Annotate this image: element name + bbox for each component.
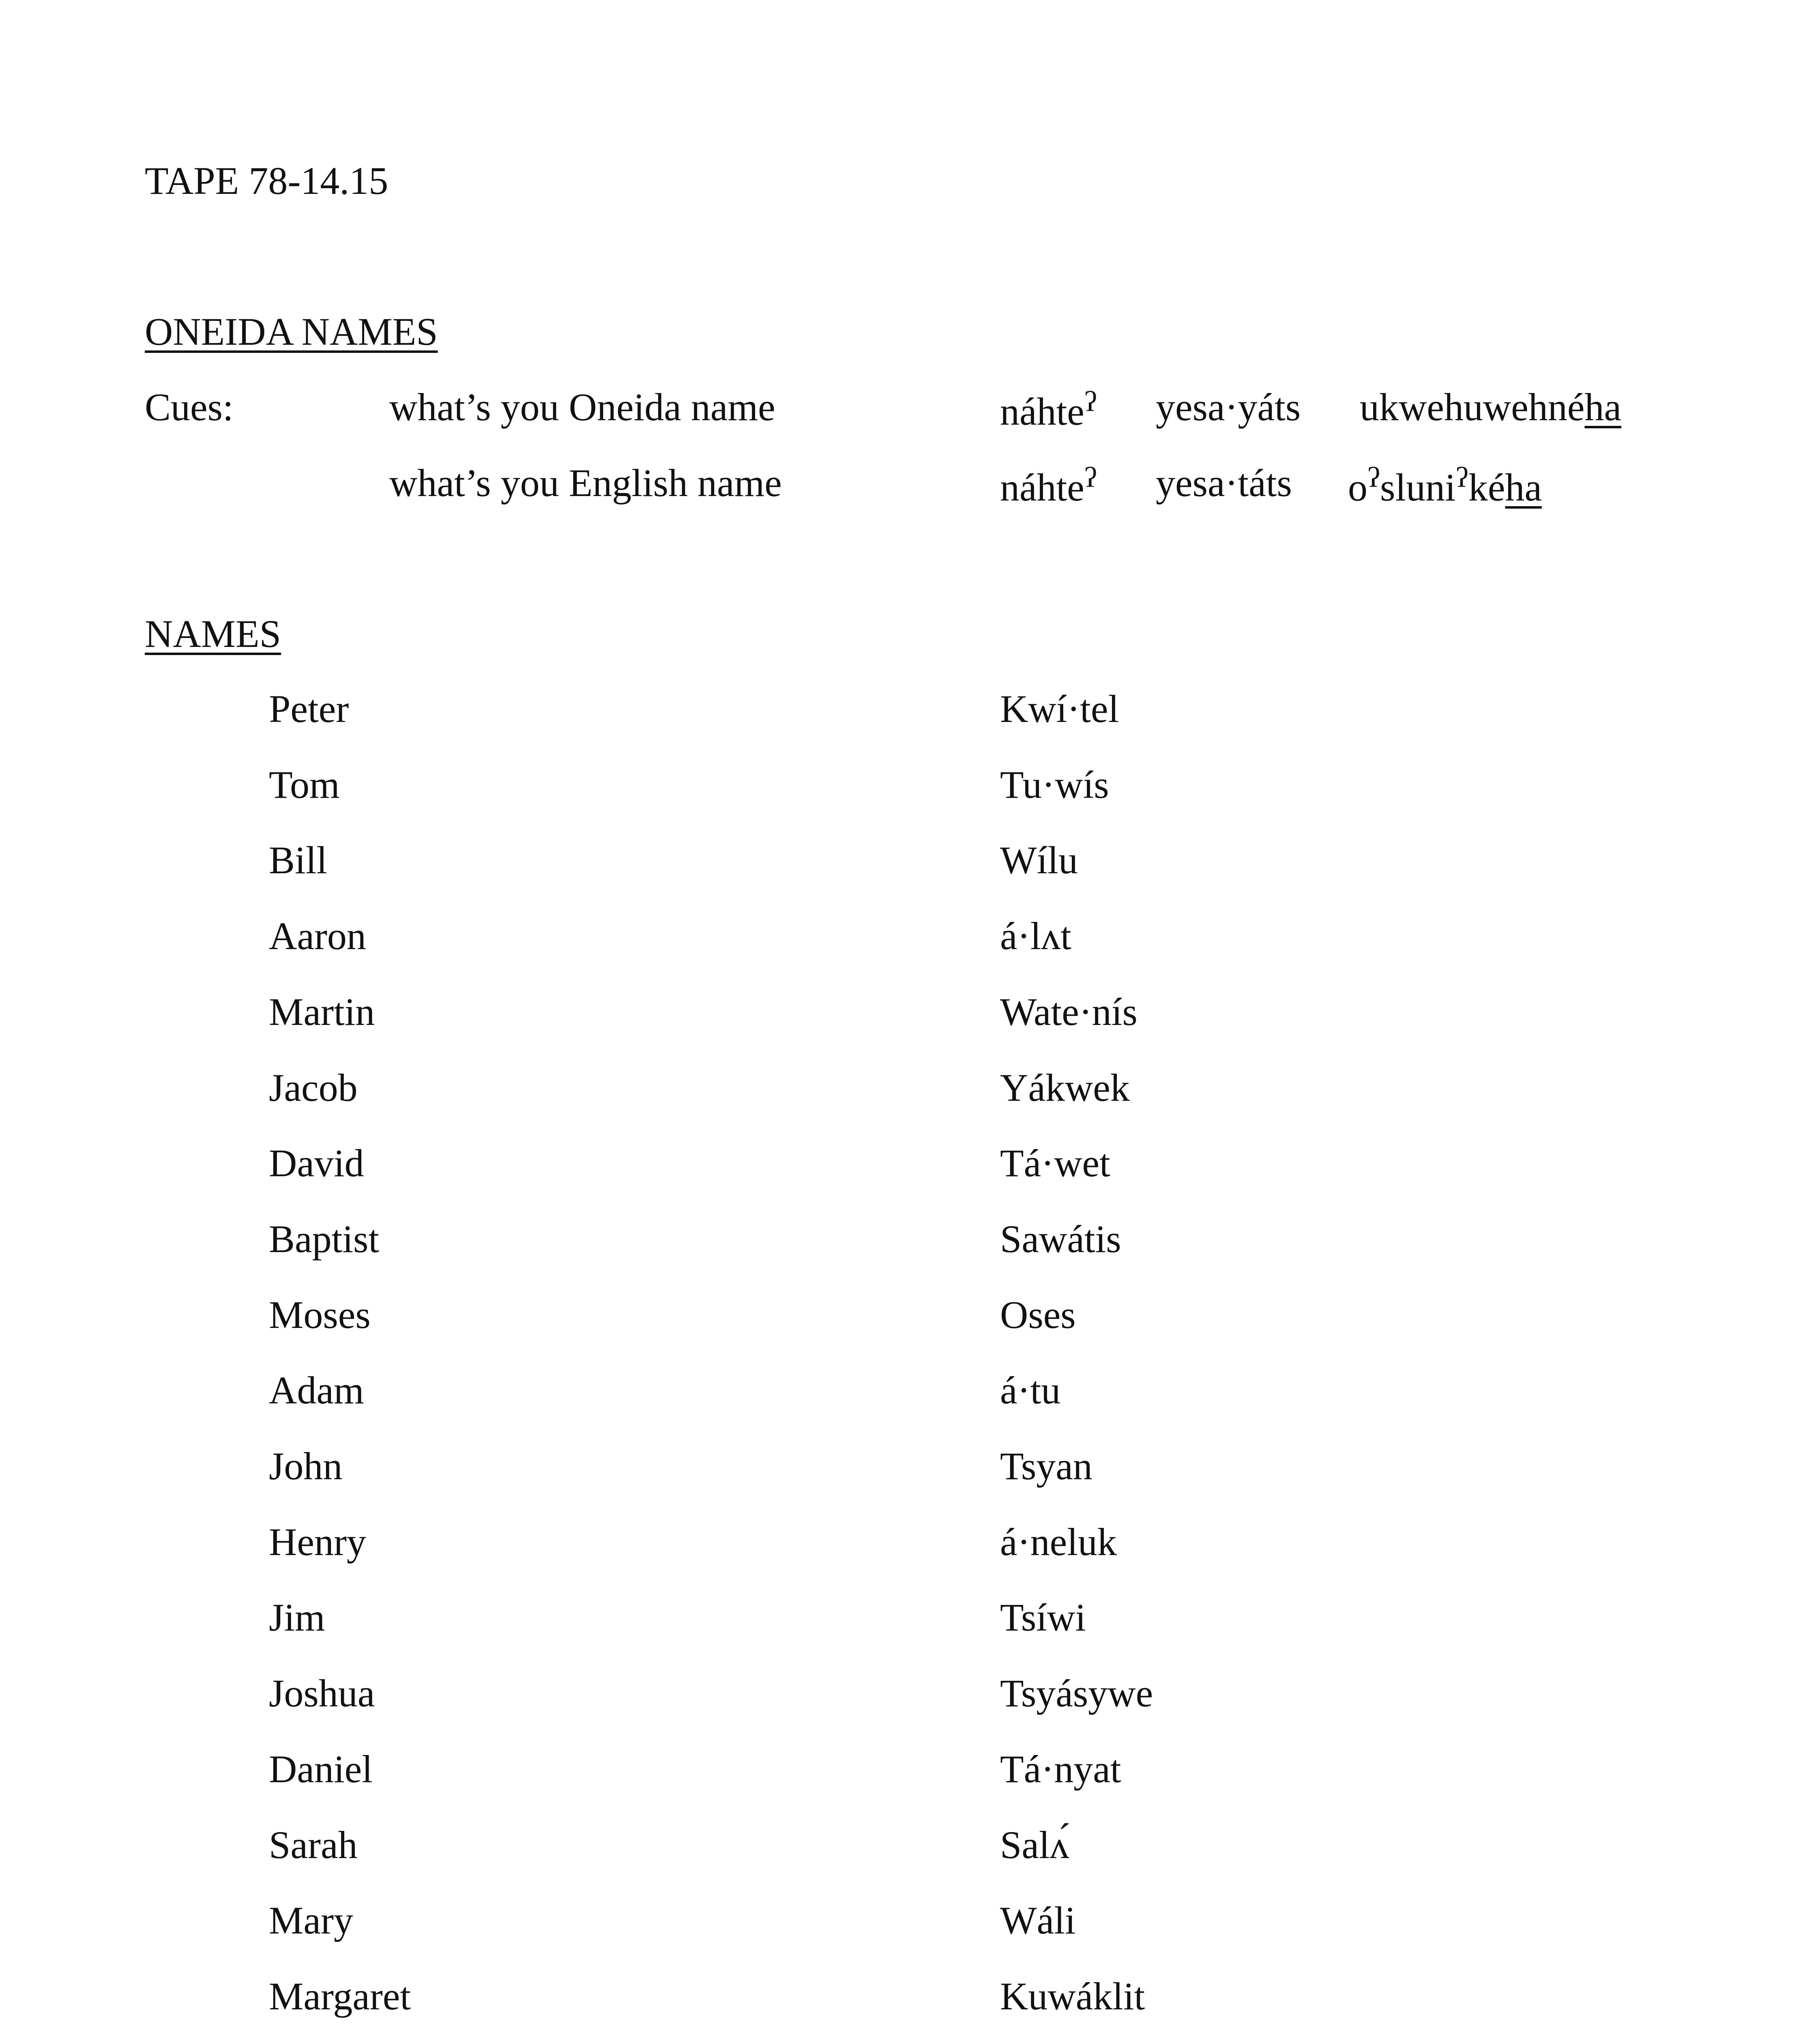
name-oneida: á·tu [1000, 1368, 1061, 1412]
name-english: John [269, 1444, 343, 1488]
name-english: Tom [269, 763, 340, 806]
cues-label: Cues: [145, 385, 234, 429]
name-oneida: Tá·wet [1000, 1141, 1110, 1185]
section-title-oneida-names: ONEIDA NAMES [145, 310, 438, 353]
name-oneida: Yákwek [1000, 1066, 1130, 1109]
name-english: Margaret [269, 1974, 411, 2018]
name-english: Baptist [269, 1217, 380, 1261]
name-english: Adam [269, 1368, 364, 1412]
name-english: Mary [269, 1899, 353, 1942]
name-oneida: Tsyan [1000, 1444, 1092, 1488]
name-english: Jim [269, 1596, 325, 1639]
tape-label: TAPE 78-14.15 [145, 159, 388, 202]
cue-english-1: what’s you Oneida name [389, 385, 775, 429]
name-oneida: Tsíwi [1000, 1596, 1086, 1639]
name-oneida: Tá·nyat [1000, 1747, 1121, 1791]
name-english: David [269, 1141, 364, 1185]
name-oneida: Tu·wís [1000, 763, 1109, 806]
cue-oneida-1-word-3: ukwehuwehnéha [1360, 385, 1622, 429]
name-english: Daniel [269, 1747, 373, 1791]
name-oneida: Tsyásywe [1000, 1671, 1153, 1715]
cue-oneida-1-word-2: yesa·yáts [1156, 385, 1301, 429]
name-english: Henry [269, 1520, 366, 1564]
name-oneida: Sawátis [1000, 1217, 1121, 1261]
cue-oneida-2-word-2: yesa·táts [1156, 461, 1292, 505]
cue-oneida-2-word-3: $o^ʔsluni^ʔkéha$ [1348, 462, 1542, 509]
name-oneida: Wáli [1000, 1899, 1076, 1942]
name-english: Martin [269, 990, 375, 1033]
cue-english-2: what’s you English name [389, 461, 782, 505]
name-english: Bill [269, 838, 328, 882]
cue-oneida-2-word-1: náhte$^ʔ$ [1000, 462, 1097, 509]
name-oneida: Kuwáklit [1000, 1974, 1145, 2018]
name-oneida: Kwí·tel [1000, 687, 1119, 730]
name-oneida: á·neluk [1000, 1520, 1117, 1564]
name-english: Joshua [269, 1671, 375, 1715]
name-english: Jacob [269, 1066, 358, 1109]
name-english: Aaron [269, 914, 366, 958]
name-oneida: á·lʌt [1000, 914, 1071, 958]
section-title-names: NAMES [145, 612, 281, 655]
name-oneida: Salʌ́ [1000, 1823, 1069, 1867]
name-oneida: Wate·nís [1000, 990, 1138, 1033]
cue-oneida-1-word-1: náhte$^ʔ$ [1000, 386, 1097, 433]
name-oneida: Wílu [1000, 838, 1078, 882]
name-english: Peter [269, 687, 349, 730]
name-english: Sarah [269, 1823, 358, 1867]
name-english: Moses [269, 1293, 371, 1336]
name-oneida: Oses [1000, 1293, 1076, 1336]
